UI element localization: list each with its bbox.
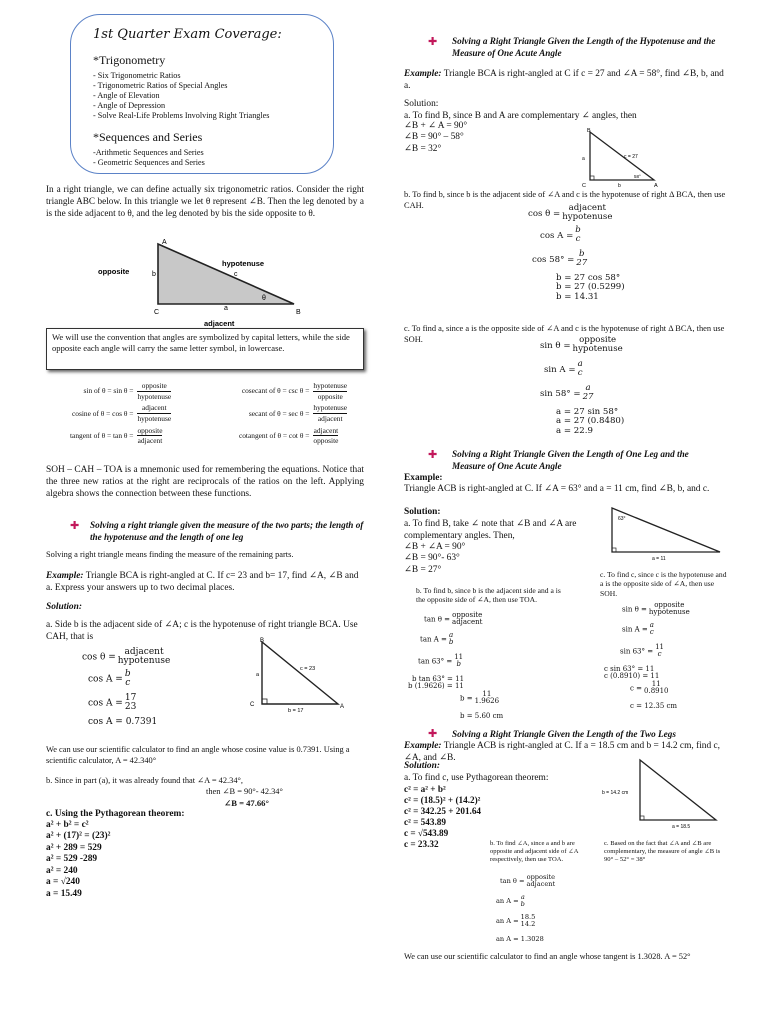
r2-solution-label: Solution: xyxy=(404,507,441,517)
list-item: - Angle of Depression xyxy=(93,101,166,111)
example-label: Example: xyxy=(46,571,84,581)
r1-solution-label: Solution: xyxy=(404,99,439,109)
svg-text:a: a xyxy=(256,672,260,678)
csc-label: cosecant of θ = csc θ = xyxy=(241,386,310,396)
convention-note: We will use the convention that angles are symbolized by capital letters, while the side opposite each angle will carry the same letter symbol, in lowercase. xyxy=(46,328,364,370)
seq-heading: *Sequences and Series xyxy=(93,129,203,144)
svg-text:B: B xyxy=(260,638,265,644)
example-label: Example: xyxy=(404,741,442,751)
list-item: - Angle of Elevation xyxy=(93,91,160,101)
svg-text:63°: 63° xyxy=(618,516,626,522)
sin-label: sin of θ = sin θ = xyxy=(83,386,134,396)
r2-title: Solving a Right Triangle Given the Length of One Leg and the Measure of One Acute Angle xyxy=(452,449,689,471)
triangle-abc-figure xyxy=(92,236,332,328)
r1-part-b: b. To find b, since b is the adjacent side of ∠A and c is the hypotenuse of right Δ BCA, then use CAH. xyxy=(404,190,726,210)
label-b: b xyxy=(152,271,156,278)
r3-solution-label: Solution: xyxy=(404,761,440,771)
r1-cah-equations: $\cos \theta = \frac{\text{adjacent}}{\text{hypotenuse}}$ $\cos A = \frac{b}{c}$ $\cos 58^\circ = \frac{b}{27}$ b = 27 cos 58° b = 27 (0.5299) b = 14.31 xyxy=(528,203,625,302)
r1-part-c: c. To find a, since a is the opposite side of ∠A and c is the hypotenuse of right Δ BCA, then use SOH. xyxy=(404,324,725,344)
r3-toa-equations: $\tan \theta = \frac{\text{opposite}}{\text{adjacent}}$ an $A = \frac{a}{b}$ an $A = \frac{18.5}{14.2}$ an A = 1.3028 xyxy=(496,873,556,943)
coverage-title: 1st Quarter Exam Coverage: xyxy=(93,27,282,42)
r3-triangle-figure xyxy=(600,756,728,832)
left-calculator-note: We can use our scientific calculator to find an angle whose cosine value is 0.7391. Using a scientific calculator, A = 42.340° xyxy=(46,745,350,765)
r3-title: Solving a Right Triangle Given the Length of the Two Legs xyxy=(452,729,676,739)
list-item: - Trigonometric Ratios of Special Angles xyxy=(93,81,228,91)
left-part-b-result: ∠B = 47.66° xyxy=(224,798,269,808)
left-part-c: c. Using the Pythagorean theorem: xyxy=(46,809,185,819)
r2-part-b: b. To find b, since b is the adjacent side and a is the opposite side of ∠A, then use TOA. xyxy=(416,586,561,605)
svg-text:a = 11: a = 11 xyxy=(652,556,666,562)
svg-text:a: a xyxy=(582,156,585,162)
mnemonic-paragraph: SOH – CAH – TOA is a mnemonic used for remembering the equations. Notice that the three new ratios at the right are reciprocals of the ratios on the left. Applying algebra shows the connection between these functions. xyxy=(46,465,364,500)
label-B: B xyxy=(296,309,301,316)
svg-text:a = 18.5: a = 18.5 xyxy=(672,824,691,830)
r1-example: Triangle BCA is right-angled at C if c = 27 and ∠A = 58°, find ∠B, b, and a. xyxy=(404,69,724,92)
r1-title: Solving a Right Triangle Given the Length of the Hypotenuse and the Measure of One Acute Angle xyxy=(452,36,716,58)
cot-label: cotangent of θ = cot θ = xyxy=(238,430,310,440)
r2-example: Triangle ACB is right-angled at C. If ∠A = 63° and a = 11 cm, find ∠B, b, and c. xyxy=(404,484,710,494)
label-opposite: opposite xyxy=(98,267,130,276)
tan-label: tangent of θ = tan θ = xyxy=(69,430,134,440)
r3-part-c: c. Based on the fact that ∠A and ∠B are complementary, the measure of angle ∠B is 90° – 52° = 38° xyxy=(604,840,721,864)
label-hypotenuse: hypotenuse xyxy=(222,259,265,268)
r2-part-a-steps: ∠B + ∠A = 90° ∠B = 90°- 63° ∠B = 27° xyxy=(404,542,466,575)
bullet-icon: ✚ xyxy=(70,520,80,532)
svg-text:c = 23: c = 23 xyxy=(300,666,316,672)
trig-heading: *Trigonometry xyxy=(93,52,166,67)
svg-text:B: B xyxy=(587,128,591,134)
r1-triangle-figure xyxy=(574,128,664,190)
svg-text:C: C xyxy=(582,183,586,189)
bullet-icon: ✚ xyxy=(428,449,438,461)
coverage-box xyxy=(70,14,334,174)
example-label: Example: xyxy=(404,69,442,79)
example-label: Example: xyxy=(404,473,443,483)
seq-list xyxy=(93,148,333,168)
list-item: - Geometric Sequences and Series xyxy=(93,158,205,168)
intro-paragraph: In a right triangle, we can define actually six trigonometric ratios. Consider the right triangle ABC below. In this triangle we let θ represent ∠B. Then the leg denoted by a is the side adjacent to θ, and the leg denoted by bis the side opposite to θ. xyxy=(46,184,364,218)
sec-label: secant of θ = sec θ = xyxy=(248,408,310,418)
left-part-b: b. Since in part (a), it was already found that ∠A = 42.34°, xyxy=(46,776,243,785)
label-c: c xyxy=(234,271,238,278)
label-theta: θ xyxy=(262,295,266,302)
svg-text:A: A xyxy=(340,704,345,710)
pythagorean-steps: a² + b² = c² a² + (17)² = (23)² a² + 289 = 529 a² = 529 -289 a² = 240 a = √240 a = 15.49 xyxy=(46,820,111,899)
triangle-bca-figure xyxy=(248,636,368,718)
left-section-title: Solving a right triangle given the measure of the two parts; the length of the hypotenuse and the length of one leg xyxy=(90,520,364,542)
r2-part-c: c. To find c, since c is the hypotenuse and a is the opposite side of ∠A, then use SOH. xyxy=(600,570,727,598)
label-adjacent: adjacent xyxy=(204,319,235,328)
left-solution-label: Solution: xyxy=(46,602,82,612)
svg-text:C: C xyxy=(250,702,255,708)
svg-text:c = 27: c = 27 xyxy=(624,154,638,160)
r3-final-note: We can use our scientific calculator to find an angle whose tangent is 1.3028. A = 52° xyxy=(404,952,691,961)
svg-text:58°: 58° xyxy=(634,174,641,179)
r1-part-a: a. To find B, since B and A are complementary ∠ angles, then xyxy=(404,111,637,121)
cos-label: cosine of θ = cos θ = xyxy=(72,408,134,418)
cah-equations: $\cos \theta = \frac{\text{adjacent}}{\text{hypotenuse}}$ $\cos A = \frac{b}{c}$ $\cos A = \frac{17}{23}$ cos A = 0.7391 xyxy=(82,647,171,727)
r2-part-a: a. To find B, take ∠ note that ∠B and ∠A are complementary angles. Then, xyxy=(404,519,577,542)
label-A: A xyxy=(162,239,167,246)
bullet-icon: ✚ xyxy=(428,36,438,48)
r1-part-a-steps: ∠B + ∠ A = 90° ∠B = 90° – 58° ∠B = 32° xyxy=(404,121,468,154)
svg-text:b: b xyxy=(618,183,621,189)
left-part-a: a. Side b is the adjacent side of ∠A; c is the hypotenuse of right triangle BCA. Use CAH, that is xyxy=(46,620,358,643)
r3-part-a: a. To find c, use Pythagorean theorem: xyxy=(404,773,549,783)
r2-soh-equations: $\sin \theta = \frac{\text{opposite}}{\text{hypotenuse}}$ $\sin A = \frac{a}{c}$ $\sin 63^\circ = \frac{11}{c}$ c sin 63° = 11 c (0.8910) = 11 $c = \frac{11}{0.8910}$ c = 12.35 cm xyxy=(604,601,690,710)
r2-toa-equations: $\tan \theta = \frac{\text{opposite}}{\text{adjacent}}$ $\tan A = \frac{a}{b}$ $\tan 63^\circ = \frac{11}{b}$ b tan 63° = 11 b (1.9626) = 11 $b = \frac{11}{1.9626}$ b = 5.60 cm xyxy=(408,611,504,720)
svg-text:b = 17: b = 17 xyxy=(288,708,304,714)
label-C: C xyxy=(154,309,160,316)
r2-triangle-figure xyxy=(600,504,728,562)
r1-soh-equations: $\sin \theta = \frac{\text{opposite}}{\text{hypotenuse}}$ $\sin A = \frac{a}{c}$ $\sin 58^\circ = \frac{a}{27}$ a = 27 sin 58° a = 27 (0.8480) a = 22.9 xyxy=(540,335,625,436)
left-part-b-then: then ∠B = 90°- 42.34° xyxy=(206,787,283,796)
label-a: a xyxy=(224,305,228,312)
left-def: Solving a right triangle means finding the measure of the remaining parts. xyxy=(46,550,294,559)
ratio-table: sin of θ = sin θ = $\frac{\text{opposite}}{\text{hypotenuse}}$ cosecant of θ = csc θ = $\frac{\text{hypotenuse}}{\text{opposite}}$ cosine of θ = cos θ = $\frac{\text{adjacent}}{\text{hypotenuse}}$ secant of θ = sec θ = $\frac{\text{hypotenuse}}{\text{adjacent}}$ tangent of θ = tan θ = $\frac{\text{opposite}}{\text{adjacent}}$ cotangent of θ = cot θ = $\frac{\text{adjacent}}{\text{opposite}}$ xyxy=(46,380,364,447)
left-example: Triangle BCA is right-angled at C. If c= 23 and b= 17, find ∠A, ∠B and a. Express your answers up to two decimal places. xyxy=(46,571,359,594)
svg-text:b = 14.2 cm: b = 14.2 cm xyxy=(602,790,629,796)
svg-text:A: A xyxy=(654,183,658,189)
r3-steps: c² = a² + b² c² = (18.5)² + (14.2)² c² = 342.25 + 201.64 c² = 543.89 c = √543.89 c = 23.32 xyxy=(404,784,482,850)
list-item: - Six Trigonometric Ratios xyxy=(93,71,181,81)
r3-part-b: b. To find ∠A, since a and b are opposite and adjacent side of ∠A respectively, then use TOA. xyxy=(490,840,579,864)
list-item: - Solve Real-Life Problems Involving Right Triangles xyxy=(93,110,270,120)
trig-list xyxy=(93,71,333,120)
bullet-icon: ✚ xyxy=(428,728,438,740)
list-item: -Arithmetic Sequences and Series xyxy=(93,148,204,158)
r3-example: Triangle ACB is right-angled at C. If a = 18.5 cm and b = 14.2 cm, find c, ∠A, and ∠B. xyxy=(404,741,721,764)
